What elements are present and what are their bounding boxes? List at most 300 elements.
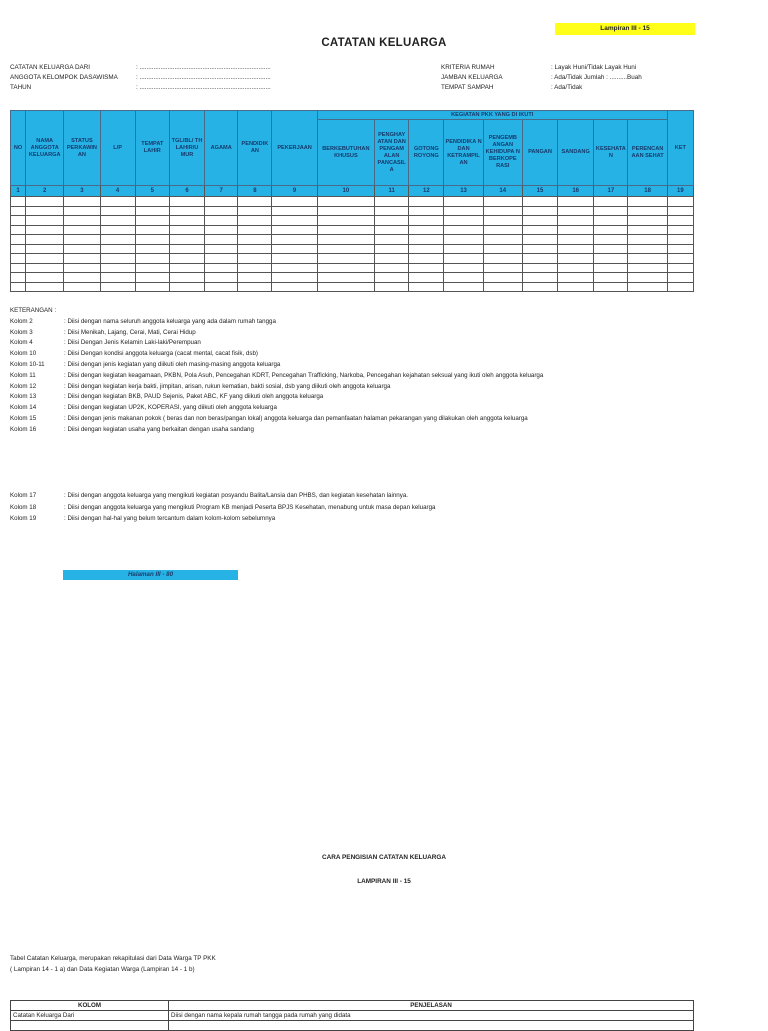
table-row — [11, 225, 694, 235]
note-row — [10, 414, 543, 425]
table-cell[interactable] — [522, 197, 557, 207]
table-cell[interactable] — [594, 244, 628, 254]
note-value: : Diisi dengan kegiatan keagamaan, PKBN, Pola Asuh, Pencegahan KDRT, Pencegahan Trafficking, Narkoba, Pencegahan kejahatan seksual yang ikuti oleh anggota keluarga — [64, 371, 544, 379]
table-cell[interactable] — [375, 216, 409, 226]
col-number: 1 — [11, 186, 26, 197]
table-cell[interactable] — [667, 206, 693, 216]
table-cell[interactable] — [100, 273, 135, 283]
note-key: Kolom 10 — [10, 350, 37, 358]
table-cell[interactable] — [444, 197, 483, 207]
table-cell[interactable] — [444, 206, 483, 216]
table-cell[interactable] — [317, 216, 374, 226]
note-row — [10, 502, 435, 514]
table-cell[interactable] — [558, 263, 594, 273]
table-cell[interactable] — [628, 225, 667, 235]
table-cell[interactable] — [64, 197, 100, 207]
col-header: GOTONG ROYONG — [409, 120, 444, 186]
table-cell[interactable] — [26, 225, 64, 235]
col-header: NO — [11, 111, 26, 186]
table-cell[interactable] — [558, 273, 594, 283]
table-cell[interactable] — [135, 273, 169, 283]
table-cell[interactable] — [135, 197, 169, 207]
note-key: Kolom 15 — [10, 414, 37, 422]
table-cell[interactable] — [558, 235, 594, 245]
table-cell[interactable] — [11, 225, 26, 235]
col-number: 19 — [667, 186, 693, 197]
col-number: 7 — [205, 186, 238, 197]
table-cell[interactable] — [522, 273, 557, 283]
note-row — [10, 513, 435, 525]
table-row — [11, 244, 694, 254]
table-cell[interactable] — [375, 282, 409, 292]
table-cell[interactable] — [26, 235, 64, 245]
table-cell[interactable] — [317, 206, 374, 216]
table-cell[interactable] — [26, 273, 64, 283]
col-header: TGL/BL/ TH LAHIR/U MUR — [169, 111, 204, 186]
table-cell[interactable] — [135, 254, 169, 264]
note-row — [10, 425, 543, 436]
col-header: KET — [667, 111, 693, 186]
header-value: : Ada/Tidak — [551, 84, 583, 91]
table-cell[interactable] — [558, 254, 594, 264]
column-number-row — [11, 186, 694, 197]
header-label: JAMBAN KELUARGA — [441, 74, 503, 81]
table-cell[interactable] — [205, 197, 238, 207]
table-cell[interactable] — [238, 225, 272, 235]
empty-rows — [11, 197, 694, 292]
table-cell[interactable] — [26, 263, 64, 273]
col-header: PENDIDIK AN — [238, 111, 272, 186]
table-cell[interactable] — [375, 273, 409, 283]
table-cell[interactable] — [628, 206, 667, 216]
col-header: NAMA ANGGOTA KELUARGA — [26, 111, 64, 186]
col-number: 18 — [628, 186, 667, 197]
table-cell[interactable] — [483, 254, 522, 264]
table-cell[interactable] — [317, 225, 374, 235]
table-cell[interactable] — [594, 254, 628, 264]
table-cell[interactable] — [272, 254, 317, 264]
table-cell[interactable] — [64, 225, 100, 235]
table-cell[interactable] — [667, 273, 693, 283]
table-cell[interactable] — [272, 282, 317, 292]
table-cell[interactable] — [64, 244, 100, 254]
table-row — [11, 254, 694, 264]
table-cell[interactable] — [444, 235, 483, 245]
note-key: Kolom 19 — [10, 515, 37, 523]
note-value: : Diisi dengan jenis makanan pokok ( beras dan non beras/pangan lokal) anggota keluarga dan pemanfaatan halaman pekarangan yang dilakukan oleh anggota keluarga — [64, 414, 528, 422]
table-cell[interactable] — [667, 263, 693, 273]
table-cell[interactable] — [135, 235, 169, 245]
col-header: SANDANG — [558, 120, 594, 186]
col-number: 5 — [135, 186, 169, 197]
table-cell[interactable] — [522, 282, 557, 292]
table-cell[interactable] — [238, 197, 272, 207]
intro-text — [10, 953, 216, 975]
table-cell[interactable] — [64, 263, 100, 273]
table-cell[interactable] — [26, 206, 64, 216]
note-value: : Diisi dengan jenis kegiatan yang diikuti oleh masing-masing anggota keluarga — [64, 360, 281, 368]
header-value: : Layak Huni/Tidak Layak Huni — [551, 64, 637, 71]
table-cell[interactable] — [409, 273, 444, 283]
table-cell[interactable] — [317, 263, 374, 273]
table-row — [11, 1011, 694, 1021]
table-cell[interactable] — [272, 244, 317, 254]
table-cell[interactable] — [205, 282, 238, 292]
table-cell[interactable] — [169, 263, 204, 273]
note-value: : Diisi dengan kegiatan usaha yang berkaitan dengan usaha sandang — [64, 425, 254, 433]
table-cell[interactable] — [522, 254, 557, 264]
table-cell[interactable] — [594, 263, 628, 273]
table-cell[interactable] — [205, 206, 238, 216]
table-cell[interactable] — [238, 273, 272, 283]
note-value: : Diisi dengan kegiatan UP2K, KOPERASI, yang diikuti oleh anggota keluarga — [64, 404, 277, 412]
table-cell[interactable] — [628, 263, 667, 273]
note-row — [10, 328, 543, 339]
table-cell[interactable] — [135, 263, 169, 273]
table-cell[interactable] — [169, 235, 204, 245]
table-cell[interactable] — [667, 235, 693, 245]
table-cell[interactable] — [205, 216, 238, 226]
col-number: 3 — [64, 186, 100, 197]
table-cell[interactable] — [444, 263, 483, 273]
note-key: Kolom 13 — [10, 393, 37, 401]
table-cell[interactable] — [272, 273, 317, 283]
table-cell[interactable] — [375, 244, 409, 254]
table-cell[interactable] — [205, 235, 238, 245]
table-cell[interactable] — [317, 273, 374, 283]
table-cell[interactable] — [100, 197, 135, 207]
col-header: L/P — [100, 111, 135, 186]
table-cell[interactable] — [169, 282, 204, 292]
table-cell[interactable] — [628, 235, 667, 245]
table-cell[interactable] — [409, 206, 444, 216]
col-header: STATUS PERKAWIN AN — [64, 111, 100, 186]
col-number: 16 — [558, 186, 594, 197]
table-cell[interactable] — [444, 216, 483, 226]
table-cell[interactable] — [558, 206, 594, 216]
table-cell[interactable] — [100, 206, 135, 216]
keterangan-lanjutan — [10, 490, 435, 525]
col-number: 12 — [409, 186, 444, 197]
note-key: Kolom 11 — [10, 371, 36, 379]
header-value: : Ada/Tidak Jumlah : ..........Buah — [551, 74, 642, 81]
table-cell[interactable] — [238, 206, 272, 216]
table-cell[interactable] — [409, 282, 444, 292]
table-cell[interactable] — [135, 206, 169, 216]
table-cell[interactable] — [594, 273, 628, 283]
table-cell[interactable] — [522, 263, 557, 273]
section-title: CARA PENGISIAN CATATAN KELUARGA — [322, 854, 446, 861]
table-cell[interactable] — [628, 244, 667, 254]
header-label: CATATAN KELUARGA DARI — [10, 64, 91, 71]
table-cell — [11, 1021, 169, 1031]
note-row — [10, 338, 543, 349]
table-cell[interactable] — [667, 244, 693, 254]
col-number: 11 — [375, 186, 409, 197]
table-cell[interactable] — [667, 197, 693, 207]
note-key: Kolom 16 — [10, 425, 37, 433]
col-header: PEKERJAAN — [272, 111, 317, 186]
table-cell[interactable] — [375, 206, 409, 216]
table-cell[interactable] — [272, 235, 317, 245]
note-key: Kolom 18 — [10, 503, 37, 511]
note-row — [10, 382, 543, 393]
table-cell[interactable] — [169, 254, 204, 264]
table-cell[interactable] — [272, 206, 317, 216]
table-cell[interactable] — [375, 254, 409, 264]
table-cell[interactable] — [11, 254, 26, 264]
table-cell[interactable] — [169, 197, 204, 207]
table-cell[interactable] — [444, 244, 483, 254]
table-cell[interactable] — [522, 235, 557, 245]
table-cell[interactable] — [100, 263, 135, 273]
note-value: : Diisi Dengan Jenis Kelamin Laki-laki/Perempuan — [64, 339, 201, 347]
page-number-label: Halaman III - 80 — [63, 570, 238, 580]
table-cell[interactable] — [317, 282, 374, 292]
table-cell[interactable] — [483, 263, 522, 273]
col-number: 4 — [100, 186, 135, 197]
table-cell[interactable] — [11, 263, 26, 273]
table-row — [11, 273, 694, 283]
header-label: KRITERIA RUMAH — [441, 64, 495, 71]
table-cell[interactable] — [628, 254, 667, 264]
table-cell[interactable] — [11, 197, 26, 207]
table-cell[interactable] — [628, 273, 667, 283]
note-row — [10, 392, 543, 403]
table-cell[interactable] — [558, 216, 594, 226]
col-number: 9 — [272, 186, 317, 197]
note-row — [10, 403, 543, 414]
table-cell[interactable] — [667, 216, 693, 226]
table-cell[interactable] — [169, 216, 204, 226]
header-label: ANGGOTA KELOMPOK DASAWISMA — [10, 74, 118, 81]
col-header: TEMPAT LAHIR — [135, 111, 169, 186]
table-cell[interactable] — [594, 225, 628, 235]
table-cell[interactable] — [444, 273, 483, 283]
note-key: Kolom 17 — [10, 492, 37, 499]
table-cell[interactable] — [11, 235, 26, 245]
note-value: : Diisi dengan anggota keluarga yang mengikuti kegiatan posyandu Balita/Lansia dan PHBS, dan kegiatan kesehatan lainnya. — [64, 492, 408, 499]
table-cell[interactable] — [135, 225, 169, 235]
table-cell[interactable] — [238, 235, 272, 245]
lampiran-subtitle: LAMPIRAN III - 15 — [357, 878, 411, 885]
table-cell[interactable] — [11, 216, 26, 226]
table-cell[interactable] — [409, 225, 444, 235]
table-cell[interactable] — [409, 216, 444, 226]
table-cell[interactable] — [483, 225, 522, 235]
table-cell[interactable] — [628, 197, 667, 207]
note-row — [10, 371, 543, 382]
keterangan — [10, 306, 543, 436]
table-cell[interactable] — [483, 273, 522, 283]
table-row — [11, 197, 694, 207]
note-value: : Diisi dengan hal-hal yang belum tercantum dalam kolom-kolom sebelumnya — [64, 515, 276, 523]
header-right — [441, 63, 642, 93]
table-cell[interactable] — [26, 282, 64, 292]
table-cell[interactable] — [169, 244, 204, 254]
table-cell[interactable] — [409, 197, 444, 207]
table-cell[interactable] — [64, 206, 100, 216]
table-cell[interactable] — [522, 244, 557, 254]
table-cell[interactable] — [558, 197, 594, 207]
note-value: : Diisi dengan kegiatan BKB, PAUD Sejenis, Paket ABC, KF yang diikuti oleh anggota keluarga — [64, 393, 324, 401]
table-cell[interactable] — [409, 235, 444, 245]
table-cell[interactable] — [11, 206, 26, 216]
col-header: PENGEMB ANGAN KEHIDUPA N BERKOPE RASI — [483, 120, 522, 186]
col-header: PENJELASAN — [169, 1001, 694, 1011]
table-cell[interactable] — [594, 206, 628, 216]
note-value: : Diisi dengan nama seluruh anggota keluarga yang ada dalam rumah tangga — [64, 317, 276, 325]
table-cell[interactable] — [375, 225, 409, 235]
col-number: 8 — [238, 186, 272, 197]
table-cell[interactable] — [317, 244, 374, 254]
table-row — [11, 263, 694, 273]
table-cell[interactable] — [375, 197, 409, 207]
table-cell[interactable] — [64, 282, 100, 292]
table-cell[interactable] — [522, 225, 557, 235]
table-cell[interactable] — [594, 197, 628, 207]
table-cell[interactable] — [238, 282, 272, 292]
lampiran-label: Lampiran III - 15 — [555, 23, 695, 35]
table-cell[interactable] — [26, 244, 64, 254]
table-cell[interactable] — [64, 273, 100, 283]
table-cell[interactable] — [522, 216, 557, 226]
table-cell[interactable] — [26, 216, 64, 226]
note-key: Kolom 14 — [10, 404, 37, 412]
header-label: TAHUN — [10, 84, 32, 91]
table-row — [11, 216, 694, 226]
table-cell[interactable] — [594, 235, 628, 245]
table-cell[interactable] — [205, 273, 238, 283]
table-cell[interactable] — [100, 216, 135, 226]
col-header: AGAMA — [205, 111, 238, 186]
table-cell[interactable] — [409, 263, 444, 273]
table-cell[interactable] — [667, 225, 693, 235]
table-cell[interactable] — [272, 216, 317, 226]
table-cell[interactable] — [238, 254, 272, 264]
table-cell[interactable] — [169, 206, 204, 216]
note-value: : Diisi dengan kegiatan kerja bakti, jimpitan, arisan, rukun kematian, bakti sosial, dsb yang diikuti oleh anggota keluarga — [64, 382, 391, 390]
table-cell[interactable] — [628, 282, 667, 292]
table-cell[interactable] — [483, 244, 522, 254]
table-cell[interactable] — [205, 244, 238, 254]
note-row — [10, 360, 543, 371]
table-cell[interactable] — [26, 254, 64, 264]
col-header: PANGAN — [522, 120, 557, 186]
table-cell[interactable] — [272, 263, 317, 273]
table-cell[interactable] — [100, 225, 135, 235]
table-cell[interactable] — [317, 197, 374, 207]
page-title: CATATAN KELUARGA — [321, 37, 447, 49]
col-header: PERENCAN AAN SEHAT — [628, 120, 667, 186]
table-cell[interactable] — [238, 244, 272, 254]
header-value: : ........................................................................... — [136, 84, 271, 91]
table-cell[interactable] — [375, 235, 409, 245]
table-cell[interactable] — [135, 216, 169, 226]
table-cell[interactable] — [375, 263, 409, 273]
table-cell[interactable] — [483, 282, 522, 292]
table-cell[interactable] — [272, 225, 317, 235]
table-cell[interactable] — [64, 216, 100, 226]
note-row — [10, 317, 543, 328]
table-cell[interactable] — [594, 282, 628, 292]
table-cell[interactable] — [272, 197, 317, 207]
table-cell[interactable] — [100, 282, 135, 292]
col-number: 2 — [26, 186, 64, 197]
col-number: 10 — [317, 186, 374, 197]
table-cell[interactable] — [26, 197, 64, 207]
note-row — [10, 349, 543, 360]
table-cell: Diisi dengan nama kepala rumah tangga pada rumah yang didata — [169, 1011, 694, 1021]
table-cell[interactable] — [64, 235, 100, 245]
table-cell[interactable] — [558, 282, 594, 292]
header-left — [10, 63, 271, 93]
table-cell[interactable] — [11, 273, 26, 283]
table-cell[interactable] — [483, 235, 522, 245]
note-key: Kolom 12 — [10, 382, 37, 390]
table-cell[interactable] — [667, 254, 693, 264]
table-cell[interactable] — [444, 225, 483, 235]
table-cell[interactable] — [169, 273, 204, 283]
table-cell[interactable] — [522, 206, 557, 216]
table-cell[interactable] — [483, 206, 522, 216]
col-number: 15 — [522, 186, 557, 197]
table-cell[interactable] — [558, 225, 594, 235]
table-cell[interactable] — [483, 216, 522, 226]
table-cell[interactable] — [238, 216, 272, 226]
table-row — [11, 235, 694, 245]
table-cell[interactable] — [558, 244, 594, 254]
table-cell[interactable] — [205, 254, 238, 264]
table-cell[interactable] — [238, 263, 272, 273]
table-cell[interactable] — [628, 216, 667, 226]
table-cell[interactable] — [594, 216, 628, 226]
col-number: 14 — [483, 186, 522, 197]
table-cell[interactable] — [64, 254, 100, 264]
table-cell[interactable] — [135, 244, 169, 254]
table-cell[interactable] — [100, 235, 135, 245]
col-header: KESEHATA N — [594, 120, 628, 186]
table-cell[interactable] — [317, 235, 374, 245]
table-cell[interactable] — [483, 197, 522, 207]
note-value: : Diisi Dengan kondisi anggota keluarga (cacat mental, cacat fisik, dsb) — [64, 350, 258, 358]
table-cell[interactable] — [100, 254, 135, 264]
table-cell[interactable] — [205, 225, 238, 235]
intro-line: ( Lampiran 14 - 1 a) dan Data Kegiatan Warga (Lampiran 14 - 1 b) — [10, 966, 195, 973]
table-cell[interactable] — [11, 244, 26, 254]
table-cell[interactable] — [667, 282, 693, 292]
table-cell[interactable] — [409, 254, 444, 264]
table-cell[interactable] — [317, 254, 374, 264]
table-cell[interactable] — [444, 282, 483, 292]
group-header: KEGIATAN PKK YANG DI IKUTI — [317, 111, 667, 120]
table-cell[interactable] — [444, 254, 483, 264]
table-header-row — [11, 1001, 694, 1011]
keterangan-title: KETERANGAN : — [10, 307, 57, 314]
table-cell[interactable] — [11, 282, 26, 292]
note-key: Kolom 2 — [10, 317, 33, 325]
table-cell[interactable] — [135, 282, 169, 292]
col-number: 13 — [444, 186, 483, 197]
table-cell[interactable] — [100, 244, 135, 254]
header-value: : ........................................................................... — [136, 74, 271, 81]
table-cell[interactable] — [205, 263, 238, 273]
table-cell[interactable] — [409, 244, 444, 254]
penjelasan-table — [10, 1000, 694, 1031]
table-cell[interactable] — [169, 225, 204, 235]
note-row — [10, 490, 435, 502]
note-key: Kolom 4 — [10, 339, 33, 347]
